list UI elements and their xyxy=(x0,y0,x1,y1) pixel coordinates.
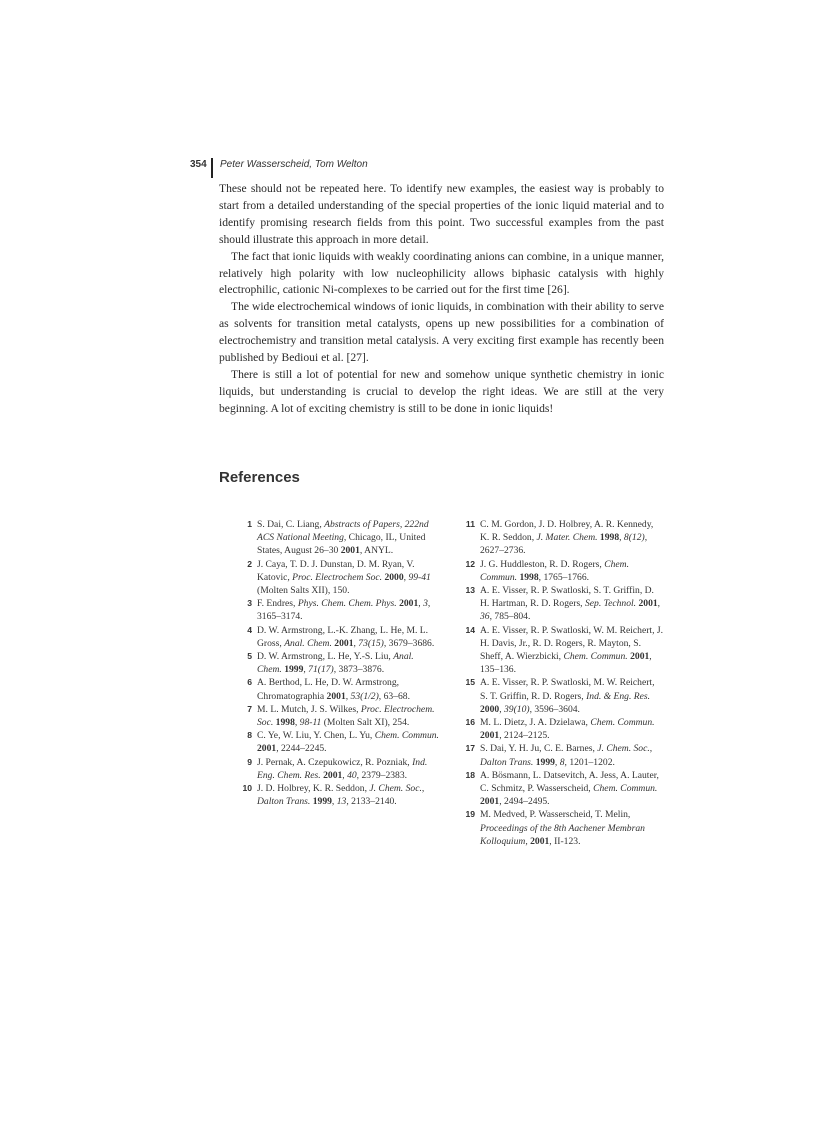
reference-number: 2 xyxy=(247,558,252,569)
reference-number: 12 xyxy=(465,558,475,569)
reference-text: A. E. Visser, R. P. Swatloski, M. W. Reichert, S. T. Griffin, R. D. Rogers, Ind. & Eng. Res. 2000, 39(10), 3596–3604. xyxy=(480,677,655,715)
reference-item xyxy=(240,650,440,676)
reference-number: 9 xyxy=(247,756,252,767)
reference-text: C. Ye, W. Liu, Y. Chen, L. Yu, Chem. Commun. 2001, 2244–2245. xyxy=(257,730,439,755)
reference-text: J. D. Holbrey, K. R. Seddon, J. Chem. Soc., Dalton Trans. 1999, 13, 2133–2140. xyxy=(257,783,425,808)
reference-text: M. Medved, P. Wasserscheid, T. Melin, Proceedings of the 8th Aachener Membran Kolloquium, 2001, II-123. xyxy=(480,809,645,847)
running-head-authors: Peter Wasserscheid, Tom Welton xyxy=(220,159,368,170)
reference-number: 11 xyxy=(465,519,475,529)
reference-number: 3 xyxy=(247,598,252,609)
reference-text: J. Pernak, A. Czepukowicz, R. Pozniak, Ind. Eng. Chem. Res. 2001, 40, 2379–2383. xyxy=(257,756,428,781)
references-column-left xyxy=(240,518,440,808)
reference-item xyxy=(240,676,440,702)
reference-number: 16 xyxy=(465,717,475,728)
reference-item xyxy=(463,716,663,742)
body-paragraph: The fact that ionic liquids with weakly coordinating anions can combine, in a unique manner, relatively high polarity with low nucleophilicity allows biphasic catalysis with highly electrophilic, cationic Ni-complexes to be carried out for the first time [26]. xyxy=(219,249,664,297)
reference-text: J. Caya, T. D. J. Dunstan, D. M. Ryan, V. Katovic, Proc. Electrochem Soc. 2000, 99-41 (Molten Salts XII), 150. xyxy=(257,558,431,597)
reference-text: F. Endres, Phys. Chem. Chem. Phys. 2001, 3, 3165–3174. xyxy=(257,598,431,623)
reference-text: A. Berthod, L. He, D. W. Armstrong, Chromatographia 2001, 53(1/2), 63–68. xyxy=(257,677,410,702)
reference-number: 6 xyxy=(247,677,252,688)
reference-item xyxy=(240,597,440,623)
reference-item xyxy=(463,676,663,716)
reference-number: 15 xyxy=(465,677,475,688)
body-paragraph: The wide electrochemical windows of ionic liquids, in combination with their ability to serve as solvents for transition metal catalysts, opens up new possibilities for a combination of electrochemistry and transition metal catalysis. A very exciting first example has recently been published by Bedioui et al. [27]. xyxy=(219,300,664,365)
body-paragraph: These should not be repeated here. To identify new examples, the easiest way is probably to start from a detailed understanding of the special properties of the ionic liquid material and to identify promising research fields from this point. Two successful examples from the past should illustrate this approach in more detail. xyxy=(219,182,664,246)
reference-number: 4 xyxy=(247,624,252,635)
reference-item xyxy=(463,584,663,624)
reference-text: A. E. Visser, R. P. Swatloski, W. M. Reichert, J. H. Davis, Jr., R. D. Rogers, R. Mayton, S. Sheff, A. Wierzbicki, Chem. Commun. 2001, 135–136. xyxy=(480,624,664,676)
reference-text: S. Dai, C. Liang, Abstracts of Papers, 222nd ACS National Meeting, Chicago, IL, United States, August 26–30 2001, ANYL. xyxy=(257,519,429,557)
reference-number: 19 xyxy=(465,809,475,820)
reference-item xyxy=(240,703,440,729)
reference-item xyxy=(240,624,440,650)
reference-item xyxy=(463,518,663,558)
reference-item xyxy=(463,624,663,677)
reference-text: C. M. Gordon, J. D. Holbrey, A. R. Kennedy, K. R. Seddon, J. Mater. Chem. 1998, 8(12), 2627–2736. xyxy=(480,519,654,557)
running-head-rule xyxy=(211,158,213,178)
reference-number: 1 xyxy=(247,519,252,529)
reference-number: 10 xyxy=(242,783,252,794)
body-paragraph: There is still a lot of potential for new and somehow unique synthetic chemistry in ionic liquids, but understanding is crucial to develop the right ideas. We are still at the very beginning. A lot of exciting chemistry is still to be done in ionic liquids! xyxy=(219,367,664,415)
reference-item xyxy=(240,729,440,755)
reference-text: D. W. Armstrong, L.-K. Zhang, L. He, M. L. Gross, Anal. Chem. 2001, 73(15), 3679–3686. xyxy=(257,624,435,649)
references-column-right xyxy=(463,518,663,848)
body-text xyxy=(219,181,664,418)
reference-item xyxy=(463,558,663,584)
reference-number: 18 xyxy=(465,769,475,780)
reference-item xyxy=(240,756,440,782)
reference-text: M. L. Mutch, J. S. Wilkes, Proc. Electrochem. Soc. 1998, 98-11 (Molten Salt XI), 254. xyxy=(257,703,435,729)
reference-text: A. E. Visser, R. P. Swatloski, S. T. Griffin, D. H. Hartman, R. D. Rogers, Sep. Technol. 2001, 36, 785–804. xyxy=(480,585,661,623)
reference-number: 13 xyxy=(465,585,475,596)
references-heading: References xyxy=(219,469,300,486)
reference-text: S. Dai, Y. H. Ju, C. E. Barnes, J. Chem. Soc., Dalton Trans. 1999, 8, 1201–1202. xyxy=(480,743,653,768)
reference-item xyxy=(240,558,440,598)
reference-item xyxy=(463,808,663,848)
reference-item xyxy=(240,518,440,558)
running-head xyxy=(190,158,660,176)
reference-text: M. L. Dietz, J. A. Dzielawa, Chem. Commun. 2001, 2124–2125. xyxy=(480,717,655,742)
reference-text: J. G. Huddleston, R. D. Rogers, Chem. Commun. 1998, 1765–1766. xyxy=(480,558,629,583)
reference-number: 17 xyxy=(465,743,475,754)
reference-number: 5 xyxy=(247,651,252,662)
reference-item xyxy=(240,782,440,808)
reference-number: 14 xyxy=(465,624,475,635)
reference-item xyxy=(463,769,663,809)
reference-number: 8 xyxy=(247,730,252,741)
reference-text: D. W. Armstrong, L. He, Y.-S. Liu, Anal. Chem. 1999, 71(17), 3873–3876. xyxy=(257,651,414,676)
reference-number: 7 xyxy=(247,703,252,714)
reference-item xyxy=(463,742,663,768)
reference-text: A. Bösmann, L. Datsevitch, A. Jess, A. Lauter, C. Schmitz, P. Wasserscheid, Chem. Commun. 2001, 2494–2495. xyxy=(480,769,659,808)
page-number: 354 xyxy=(190,159,207,170)
